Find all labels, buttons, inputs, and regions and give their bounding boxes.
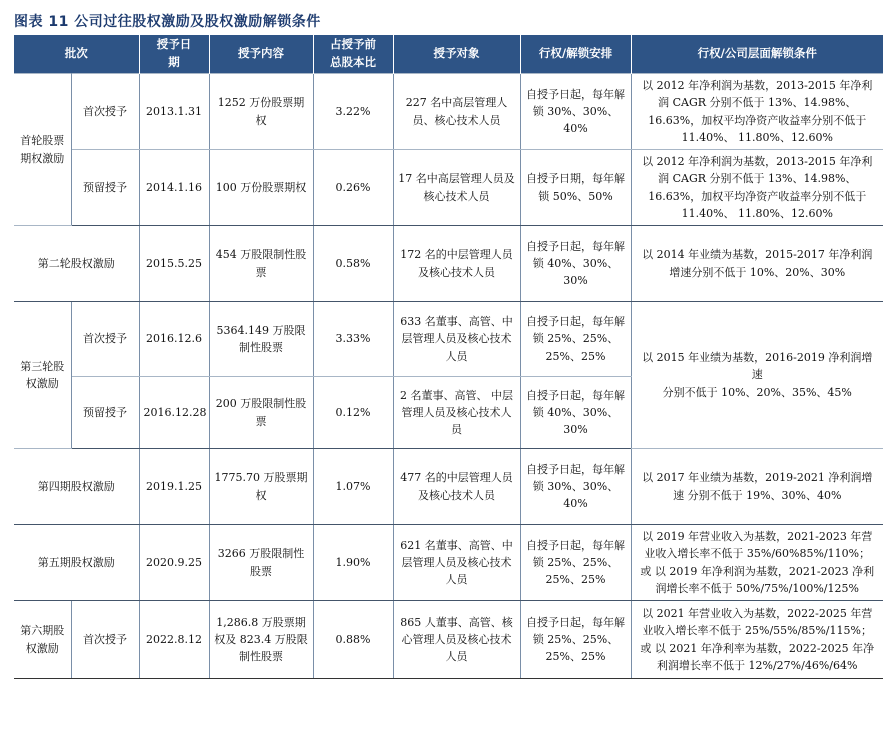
schedule-cell: 自授予日起，每年解锁 25%、25%、25%、25%: [520, 601, 631, 679]
content-cell: 3266 万股限制性股票: [209, 525, 313, 601]
ratio-cell: 1.90%: [313, 525, 393, 601]
condition-cell: 以 2012 年净利润为基数，2013-2015 年净利润 CAGR 分别不低于 13%、14.98%、16.63%，加权平均净资产收益率分别不低于 11.40%、 11.80%、12.60%: [631, 150, 883, 226]
target-cell: 227 名中高层管理人员、核心技术人员: [393, 74, 520, 150]
sub-cell: 首次授予: [71, 302, 139, 377]
figure-title: 图表 11 公司过往股权激励及股权激励解锁条件: [14, 14, 321, 30]
ratio-cell: 0.58%: [313, 226, 393, 302]
target-cell: 633 名董事、高管、中层管理人员及核心技术人员: [393, 302, 520, 377]
schedule-cell: 自授予日起，每年解锁 25%、25%、25%、25%: [520, 302, 631, 377]
content-cell: 5364.149 万股限制性股票: [209, 302, 313, 377]
table-row: [14, 601, 883, 679]
table-row: [14, 525, 883, 601]
schedule-cell: 自授予日起，每年解锁 40%、30%、30%: [520, 377, 631, 449]
date-cell: 2014.1.16: [139, 150, 209, 226]
ratio-cell: 0.12%: [313, 377, 393, 449]
header-condition: 行权/公司层面解锁条件: [631, 35, 883, 74]
condition-line: 分别不低于 10%、20%、35%、45%: [662, 385, 852, 399]
table-row: [14, 226, 883, 302]
target-cell: 17 名中高层管理人员及核心技术人员: [393, 150, 520, 226]
header-content: 授予内容: [209, 35, 313, 74]
header-row: [14, 35, 883, 74]
target-cell: 2 名董事、高管、 中层管理人员及核心技术人员: [393, 377, 520, 449]
condition-cell: 以 2021 年营业收入为基数，2022-2025 年营业收入增长率不低于 25%/55%/85%/115%；或 以 2021 年净利率为基数，2022-2025 年净利润增长率不低于 12%/27%/46%/64%: [631, 601, 883, 679]
group-cell: 第四期股权激励: [14, 449, 139, 525]
date-cell: 2016.12.6: [139, 302, 209, 377]
content-cell: 200 万股限制性股票: [209, 377, 313, 449]
sub-cell: 首次授予: [71, 601, 139, 679]
date-cell: 2013.1.31: [139, 74, 209, 150]
table-row: [14, 302, 883, 377]
header-target: 授予对象: [393, 35, 520, 74]
date-cell: 2022.8.12: [139, 601, 209, 679]
content-cell: 1775.70 万股票期权: [209, 449, 313, 525]
content-cell: 100 万份股票期权: [209, 150, 313, 226]
ratio-cell: 3.22%: [313, 74, 393, 150]
content-cell: 1,286.8 万股票期权及 823.4 万股限制性股票: [209, 601, 313, 679]
table-row: [14, 74, 883, 150]
table-row: [14, 449, 883, 525]
date-cell: 2020.9.25: [139, 525, 209, 601]
header-ratio: 占授予前 总股本比: [313, 35, 393, 74]
group-cell: 第六期股权激励: [14, 601, 71, 679]
condition-cell: 以 2014 年业绩为基数，2015-2017 年净利润增速分别不低于 10%、20%、30%: [631, 226, 883, 302]
date-cell: 2015.5.25: [139, 226, 209, 302]
target-cell: 477 名的中层管理人员及核心技术人员: [393, 449, 520, 525]
content-cell: 1252 万份股票期权: [209, 74, 313, 150]
condition-cell: 以 2017 年业绩为基数，2019-2021 净利润增速 分别不低于 19%、30%、40%: [631, 449, 883, 525]
header-batch: 批次: [14, 35, 139, 74]
condition-line: 以 2015 年业绩为基数，2016-2019 净利润增速: [642, 351, 873, 382]
header-schedule: 行权/解锁安排: [520, 35, 631, 74]
schedule-cell: 自授予日期，每年解锁 50%、50%: [520, 150, 631, 226]
incentive-table: [14, 35, 883, 679]
content-cell: 454 万股限制性股票: [209, 226, 313, 302]
target-cell: 621 名董事、高管、中层管理人员及核心技术人员: [393, 525, 520, 601]
group-cell: 第三轮股权激励: [14, 302, 71, 449]
date-cell: 2019.1.25: [139, 449, 209, 525]
ratio-cell: 0.26%: [313, 150, 393, 226]
header-date: 授予日 期: [139, 35, 209, 74]
target-cell: 172 名的中层管理人员及核心技术人员: [393, 226, 520, 302]
date-cell: 2016.12.28: [139, 377, 209, 449]
schedule-cell: 自授予日起，每年解锁 30%、30%、40%: [520, 449, 631, 525]
ratio-cell: 0.88%: [313, 601, 393, 679]
schedule-cell: 自授予日起，每年解锁 25%、25%、25%、25%: [520, 525, 631, 601]
condition-cell: 以 2012 年净利润为基数，2013-2015 年净利润 CAGR 分别不低于 13%、14.98%、16.63%，加权平均净资产收益率分别不低于 11.40%、 11.80%、12.60%: [631, 74, 883, 150]
sub-cell: 首次授予: [71, 74, 139, 150]
condition-cell: [631, 302, 883, 449]
schedule-cell: 自授予日起，每年解锁 30%、30%、40%: [520, 74, 631, 150]
table-row: [14, 150, 883, 226]
target-cell: 865 人董事、高管、核心管理人员及核心技术人员: [393, 601, 520, 679]
group-cell: 第二轮股权激励: [14, 226, 139, 302]
sub-cell: 预留授予: [71, 150, 139, 226]
group-cell: 第五期股权激励: [14, 525, 139, 601]
schedule-cell: 自授予日起，每年解锁 40%、30%、30%: [520, 226, 631, 302]
condition-cell: 以 2019 年营业收入为基数，2021-2023 年营业收入增长率不低于 35%/60%85%/110%；或 以 2019 年净利润为基数，2021-2023 净利润增长率不低于 50%/75%/100%/125%: [631, 525, 883, 601]
ratio-cell: 1.07%: [313, 449, 393, 525]
sub-cell: 预留授予: [71, 377, 139, 449]
group-cell: 首轮股票期权激励: [14, 74, 71, 226]
ratio-cell: 3.33%: [313, 302, 393, 377]
